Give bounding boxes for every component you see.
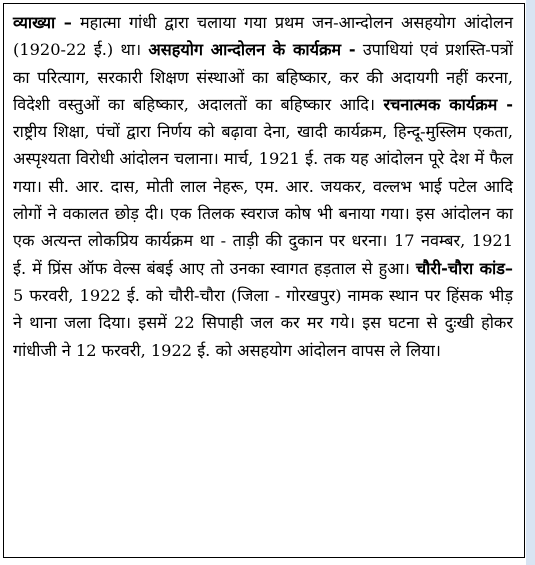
heading-constructive: रचनात्मक कार्यक्रम -	[383, 94, 514, 114]
paragraph-chauri-chaura: 5 फरवरी, 1922 ई. को चौरी-चौरा (जिला - गोरखपुर) नामक स्थान पर हिंसक भीड़ ने थाना जला दिया। इसमें 22 सिपाही जल कर मर गये। इस घटना से दुःखी होकर गांधीजी ने 12 फरवरी, 1922 ई. को असहयोग आंदोलन वापस ले लिया।	[13, 285, 513, 360]
paragraph-constructive: राष्ट्रीय शिक्षा, पंचों द्वारा निर्णय को बढ़ावा देना, खादी कार्यक्रम, हिन्दू-मुस्लिम एकता, अस्पृश्यता विरोधी आंदोलन चलाना। मार्च, 1921 ई. तक यह आंदोलन पूरे देश में फैल गया। सी. आर. दास, मोती लाल नेहरू, एम. आर. जयकर, वल्लभ भाई पटेल आदि लोगों ने वकालत छोड़ दी। एक तिलक स्वराज कोष भी बनाया गया। इस आंदोलन का एक अत्यन्त लोकप्रिय कार्यक्रम था - ताड़ी की दुकान पर धरना। 17 नवम्बर, 1921 ई. में प्रिंस ऑफ वेल्स बंबई आए तो उनका स्वागत हड़ताल से हुआ।	[13, 122, 513, 278]
passage-text	[13, 9, 513, 364]
paragraph-intro: महात्मा गांधी द्वारा चलाया गया प्रथम जन-आन्दोलन असहयोग आंदोलन (1920-22 ई.) था।	[13, 13, 513, 60]
heading-programs: असहयोग आन्दोलन के कार्यक्रम -	[148, 40, 356, 60]
heading-explanation: व्याख्या –	[13, 13, 72, 32]
right-margin-shade	[526, 0, 535, 565]
heading-chauri-chaura: चौरी-चौरा कांड–	[415, 258, 513, 278]
paragraph-programs: उपाधियां एवं प्रशस्ति-पत्रों का परित्याग, सरकारी शिक्षण संस्थाओं का बहिष्कार, कर की अदायगी नहीं करना, विदेशी वस्तुओं का बहिष्कार, अदालतों का बहिष्कार आदि।	[13, 40, 513, 114]
